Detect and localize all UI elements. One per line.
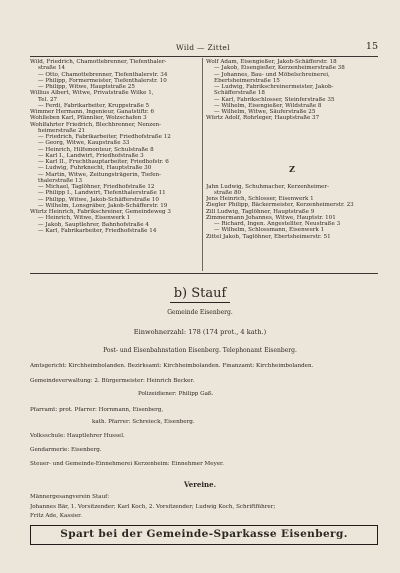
info-line: Pfarramt: prot. Pfarrer: Hornmann, Eisenberg, (30, 407, 164, 413)
entry-line: Wimmer Hermann, Ingenieur, Ganatstiftr. 6 (30, 109, 155, 115)
entry-line: — Karl, Fabrikschlosser, Steinferstraße 35 (214, 96, 335, 103)
info-line: Gemeindeverwaltung: 2. Bürgermeister: Heinrich Becker. (30, 378, 195, 384)
entry-line: Wohlleben Karl, Pfännlier, Wolzschafen 3 (30, 115, 147, 122)
entry-line: — Philipp, Witwe, Jakob-Schäfferstraße 10 (38, 196, 159, 203)
entry-line: — Wilhelm, Lonsgräber, Jakob-Schäfferstr. 19 (38, 202, 168, 209)
entry-line: Jahn Ludwig, Schuhmacher, Kerzenheimer- (206, 183, 329, 190)
entry-line: — Michael, Taglöhner, Friedhofstraße 12 (38, 184, 155, 190)
entry-line: Wolf Adam, Eisengießer, Jakob-Schäfferstr. 18 (206, 59, 337, 65)
entry-line: — Richard, Ingen. Angestellter, Neustraße 3 (214, 221, 341, 227)
entry-line: Zittel Jakob, Taglöhner, Ebertsheimerstr. 51 (206, 233, 331, 240)
vereine-line: Johannes Bär, 1. Vorsitzender; Karl Koch, 2. Vorsitzender; Ludwig Koch, Schriftführer; (30, 504, 276, 510)
vereine-line: Fritz Ade, Kassier. (30, 513, 82, 519)
entry-line: — Otto, Chamottebrenner, Tiefenthalerstr. 34 (38, 71, 168, 78)
entry-line: straße 80 (214, 189, 242, 196)
entry-line: — Georg, Witwe, Kaupstraße 33 (38, 140, 130, 147)
header-rule (30, 56, 378, 57)
info-line: Steuer- und Gemeinde-Einnehmerei Kerzenheim: Einnehmer Meyer. (30, 461, 224, 467)
entry-line: — Philipp, Witwe, Hauptstraße 25 (38, 84, 135, 90)
entry-line: — Wilhelm, Eisengießer, Wildstraße 8 (214, 102, 322, 109)
sparkasse-banner: Spart bei der Gemeinde-Sparkasse Eisenberg. (30, 525, 378, 545)
entry-line: Schäfferstraße 18 (214, 90, 265, 97)
vereine-title: Vereine. (183, 480, 217, 489)
entry-line: — Jakob, Eisengießer, Kerzenheimerstraße 38 (214, 65, 345, 72)
left-column (30, 59, 200, 234)
entry-line: straße 14 (38, 65, 66, 72)
entry-line: Willius Albert, Witwe, Privatstraße Wilke 1, (30, 90, 154, 97)
entry-line: — Philipp, Formermeister, Tiefenthalerstr. 10 (38, 77, 167, 84)
vereine-line: Männergesangverein Stauf: (30, 494, 110, 500)
entry-line: Ebertsheimerstraße 15 (214, 77, 280, 84)
info-line: Gendarmerie: Eisenberg. (30, 447, 102, 453)
entry-line: — Martin, Witwe, Zeitungsträgerin, Tiefen- (38, 171, 162, 178)
entry-line: — Ludwig, Fabrikschreinermeister, Jakob- (214, 84, 334, 90)
entry-line: — Ludwig, Fuhrknecht, Hauptstraße 30 (38, 165, 152, 172)
entry-line: Zimmermann Johannes, Witwe, Hauptstr. 101 (206, 214, 336, 221)
population-line: Einwohnerzahl: 178 (174 prot., 4 kath.) (133, 328, 267, 336)
entry-line: — Wilhelm, Schlossmann, Eisenwerk 1 (214, 227, 325, 234)
entry-line: Tel. 27 (38, 96, 58, 103)
entry-line: — Jakob, Sauptlehrer, Bahnhofstraße 4 (38, 221, 149, 228)
entry-line: Wild, Friedrich, Chamottebrenner, Tiefenthaler- (30, 59, 167, 65)
entry-line: thalerstraße 13 (38, 177, 83, 184)
entry-line: — Wilhelm, Witwe, Säuferstraße 25 (214, 109, 316, 115)
section-letter: Z (289, 163, 295, 174)
entry-line: heimerstraße 21 (38, 127, 86, 134)
right-column (206, 59, 378, 240)
entry-line: Würtz Heinrich, Fabrikschreiner, Gemeindeweg 3 (30, 209, 171, 215)
entry-line: — Friedrich, Fabrikarbeiter, Friedhofstraße 12 (38, 134, 171, 140)
info-line: kath. Pfarrer: Schreieck, Eisenberg. (92, 419, 195, 425)
entry-line: — Philipp I., Landwirt, Tiefenthalerstraße 11 (38, 190, 166, 197)
section-title-text: b) Stauf (170, 286, 231, 303)
section-title (0, 286, 400, 301)
post-line: Post- und Eisenbahnstation Eisenberg. Telephonamt Eisenberg. (103, 347, 297, 354)
entry-line: — Ferdi, Fabrikarbeiter, Kruppstraße 5 (38, 102, 150, 109)
entry-line: — Karl, Fabrikarbeiter, Friedhofstraße 14 (38, 227, 157, 234)
entry-line: — Karl I., Landwirt, Friedhofstraße 3 (38, 152, 144, 159)
entry-line: — Heinrich, Hilfsmonteur, Schulstraße 8 (38, 146, 154, 153)
section-rule (30, 273, 378, 274)
running-title: Wild — Zittel (176, 43, 230, 52)
entry-line: — Karl II., Fruchthauptarbeiter, Friedhofstr. 6 (38, 159, 169, 165)
section-subtitle: Gemeinde Eisenberg. (167, 309, 233, 316)
entry-line: Zill Ludwig, Taglöhner, Hauptstraße 9 (206, 208, 315, 215)
entry-line: — Johannes, Bau- und Möbelschreinerei, (214, 71, 330, 78)
info-line: Polizeidiener: Philipp Gaß. (138, 391, 214, 397)
entry-line: — Heinrich, Witwe, Eisenwerk 1 (38, 215, 131, 222)
page-header (0, 43, 400, 55)
info-line: Amtsgericht: Kirchheimbolanden. Bezirksamt: Kirchheimbolanden. Finanzamt: Kirchheimbolanden. (30, 363, 314, 369)
info-line: Volksschule: Hauptlehrer Hussel. (30, 433, 125, 439)
column-divider (202, 58, 203, 271)
entry-line: Jens Heinrich, Schlosser, Eisenwerk 1 (206, 196, 314, 202)
entry-line: Würtz Adolf, Rohrleger, Hauptstraße 37 (206, 115, 320, 122)
entry-line: Wohlfahrter Friedrich, Blechbrenner, Nenzen- (30, 121, 162, 128)
page-number: 15 (365, 41, 378, 52)
entry-line: Ziegler Philipp, Bäckermeister, Kerzenheimerstr. 23 (206, 202, 354, 209)
